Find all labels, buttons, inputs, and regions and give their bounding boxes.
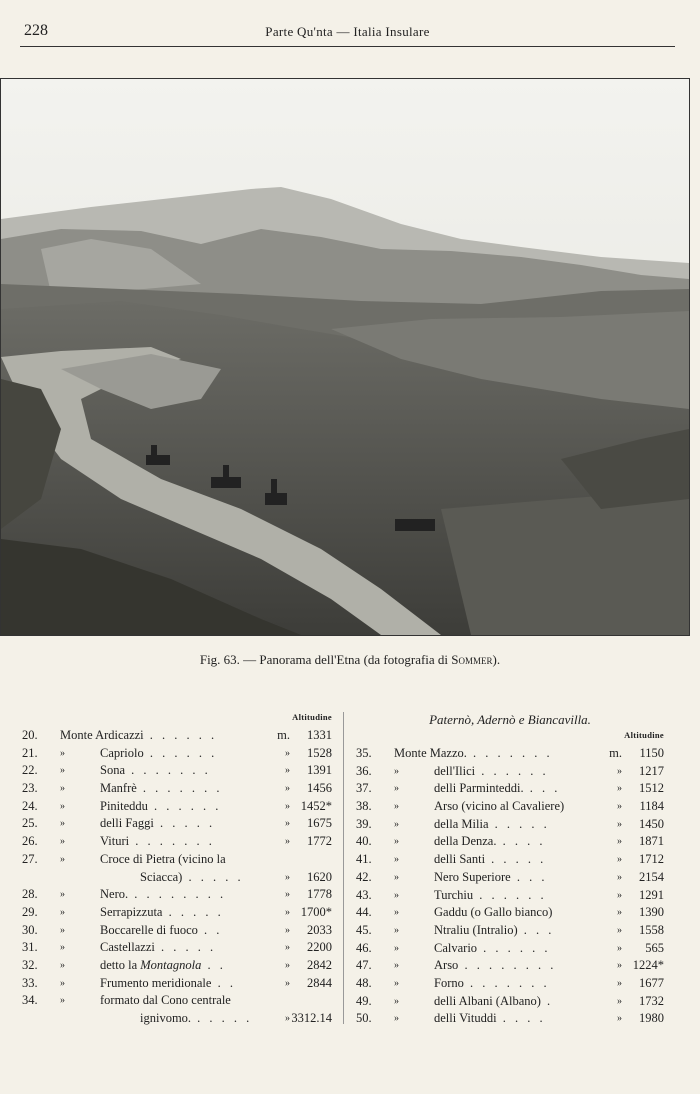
leader-dots: . . . . . bbox=[154, 940, 217, 955]
peak-name: Ntraliu (Intralio) . . . bbox=[434, 922, 555, 937]
unit-mark: » bbox=[617, 960, 622, 972]
altitude-value: 1980 bbox=[639, 1011, 664, 1026]
leader-dots: . . . . . . . bbox=[129, 834, 215, 849]
table-row bbox=[22, 922, 332, 940]
altitude-value: 1772 bbox=[307, 834, 332, 849]
ditto-mark: » bbox=[394, 836, 399, 848]
leader-dots: . . bbox=[201, 957, 226, 972]
unit-mark: » bbox=[285, 1013, 290, 1024]
unit-mark: » bbox=[285, 783, 290, 795]
entry-number: 48. bbox=[356, 975, 372, 990]
table-row bbox=[22, 1010, 332, 1028]
altitude-value: 1732 bbox=[639, 993, 664, 1008]
altitude-value: 3312.14 bbox=[291, 1011, 332, 1025]
peak-name: Arso (vicino al Cavaliere) bbox=[434, 799, 565, 814]
unit-mark: » bbox=[285, 942, 290, 954]
entry-number: 37. bbox=[356, 781, 372, 796]
leader-dots: . . . . . . bbox=[143, 728, 218, 742]
leader-dots: . . . . . . . bbox=[136, 781, 223, 796]
peak-name: Frumento meridionale . . bbox=[100, 975, 236, 990]
table-row bbox=[22, 975, 332, 993]
table-row bbox=[356, 922, 664, 940]
table-row bbox=[356, 993, 664, 1011]
ditto-mark: » bbox=[60, 783, 65, 795]
peak-name: Manfrè . . . . . . . bbox=[100, 781, 223, 796]
table-row bbox=[22, 762, 332, 780]
table-row bbox=[356, 869, 664, 887]
peak-name: Castellazzi . . . . . bbox=[100, 940, 217, 955]
entry-number: 31. bbox=[22, 940, 38, 955]
altitude-value: 1700* bbox=[300, 904, 332, 919]
entry-number: 40. bbox=[356, 834, 372, 849]
unit-mark: » bbox=[617, 836, 622, 848]
entry-number: 23. bbox=[22, 781, 38, 796]
altitude-value: 1217 bbox=[639, 763, 664, 778]
unit-mark: » bbox=[617, 871, 622, 883]
caption-end: ). bbox=[492, 652, 501, 667]
ditto-mark: » bbox=[60, 977, 65, 989]
peak-name: Croce di Pietra (vicino la bbox=[100, 851, 226, 866]
entry-number: 21. bbox=[22, 745, 38, 760]
table-row bbox=[356, 1010, 664, 1028]
table-row bbox=[356, 975, 664, 993]
ditto-mark: » bbox=[60, 747, 65, 759]
unit-mark: » bbox=[285, 906, 290, 918]
ditto-mark: » bbox=[394, 818, 399, 830]
entry-number: 42. bbox=[356, 869, 372, 884]
leader-dots: . bbox=[540, 993, 554, 1008]
leader-dots: . . . . . bbox=[485, 852, 547, 867]
region-title: Paternò, Adernò e Biancavilla. bbox=[429, 712, 591, 727]
leader-dots: . . bbox=[211, 975, 236, 990]
etna-panorama-illustration bbox=[1, 79, 689, 635]
page-number: 228 bbox=[24, 22, 48, 39]
table-row bbox=[22, 957, 332, 975]
ditto-mark: » bbox=[394, 977, 399, 989]
leader-dots: . . . . . . bbox=[475, 763, 549, 778]
unit-mark: » bbox=[617, 889, 622, 901]
entry-number: 36. bbox=[356, 763, 372, 778]
unit-mark: » bbox=[285, 924, 290, 936]
peak-name: Turchiu . . . . . . bbox=[434, 887, 547, 902]
entry-number: 47. bbox=[356, 958, 372, 973]
altitude-value: 565 bbox=[645, 940, 664, 955]
peak-name: Nero Superiore . . . bbox=[434, 869, 548, 884]
entry-number: 22. bbox=[22, 763, 38, 778]
unit-mark: » bbox=[617, 977, 622, 989]
table-row bbox=[356, 957, 664, 975]
ditto-mark: » bbox=[60, 853, 65, 865]
entry-number: 49. bbox=[356, 993, 372, 1008]
leader-dots: . . . . . . bbox=[473, 887, 547, 902]
peak-name: Sona . . . . . . . bbox=[100, 763, 211, 778]
unit-mark: m. bbox=[609, 746, 622, 760]
leader-dots: . . . bbox=[510, 869, 548, 884]
unit-mark: » bbox=[617, 1013, 622, 1025]
altitude-value: 1675 bbox=[307, 816, 332, 831]
altitude-value: 1871 bbox=[639, 834, 664, 849]
ditto-mark: » bbox=[60, 959, 65, 971]
peak-name: ignivomo. . . . . . bbox=[140, 1011, 253, 1025]
unit-mark: » bbox=[285, 959, 290, 971]
leader-dots: . . . . . bbox=[153, 816, 216, 831]
peak-name: Arso . . . . . . . . bbox=[434, 958, 557, 973]
entry-number: 30. bbox=[22, 922, 38, 937]
peak-name: della Milia . . . . . bbox=[434, 816, 550, 831]
leader-dots: . . . . . . bbox=[147, 798, 222, 813]
ditto-mark: » bbox=[394, 854, 399, 866]
altitude-value: 2200 bbox=[307, 940, 332, 955]
altitude-value: 1512 bbox=[639, 781, 664, 796]
running-title: Parte Qu'nta — Italia Insulare bbox=[265, 24, 430, 39]
ditto-mark: » bbox=[394, 942, 399, 954]
table-row bbox=[356, 904, 664, 922]
caption-text: Fig. 63. — Panorama dell'Etna (da fotografia di bbox=[199, 652, 452, 667]
peak-name: delli Parminteddi. . . . bbox=[434, 781, 561, 796]
peak-name: formato dal Cono centrale bbox=[100, 993, 231, 1008]
etna-panorama-photo bbox=[0, 78, 690, 636]
leader-dots: . . . . . . . . bbox=[128, 887, 227, 902]
ditto-mark: » bbox=[60, 942, 65, 954]
ditto-mark: » bbox=[394, 1013, 399, 1025]
ditto-mark: » bbox=[394, 889, 399, 901]
entry-number: 38. bbox=[356, 799, 372, 814]
unit-mark: » bbox=[617, 995, 622, 1007]
altitude-value: 2154 bbox=[639, 869, 664, 884]
peak-name: delli Santi . . . . . bbox=[434, 852, 547, 867]
column-header-altitude: Altitudine bbox=[292, 712, 332, 722]
table-row bbox=[22, 939, 332, 957]
leader-dots: . . . . . . . bbox=[463, 975, 550, 990]
entry-number: 39. bbox=[356, 816, 372, 831]
entry-number: 41. bbox=[356, 852, 372, 867]
table-row bbox=[22, 745, 332, 763]
leader-dots: . . . . . . bbox=[477, 940, 551, 955]
leader-dots: . . . . . bbox=[488, 816, 550, 831]
peak-name: Piniteddu . . . . . . bbox=[100, 798, 222, 813]
unit-mark: » bbox=[617, 783, 622, 795]
ditto-mark: » bbox=[394, 995, 399, 1007]
leader-dots: . . bbox=[197, 922, 223, 937]
table-row bbox=[22, 886, 332, 904]
entry-number: 35. bbox=[356, 746, 372, 760]
table-row bbox=[356, 780, 664, 798]
table-row bbox=[22, 869, 332, 887]
ditto-mark: » bbox=[60, 889, 65, 901]
altitude-value: 2842 bbox=[307, 957, 332, 972]
entry-number: 46. bbox=[356, 940, 372, 955]
peak-name: Monte Ardicazzi . . . . . . bbox=[60, 728, 218, 742]
unit-mark: » bbox=[285, 818, 290, 830]
ditto-mark: » bbox=[60, 836, 65, 848]
altitude-value: 1391 bbox=[307, 763, 332, 778]
table-row bbox=[22, 992, 332, 1010]
column-divider bbox=[343, 712, 344, 1024]
table-row bbox=[356, 851, 664, 869]
peak-name: Capriolo . . . . . . bbox=[100, 745, 218, 760]
table-row bbox=[356, 816, 664, 834]
altitude-value: 1390 bbox=[639, 905, 664, 920]
ditto-mark: » bbox=[60, 924, 65, 936]
unit-mark: » bbox=[285, 800, 290, 812]
table-row bbox=[22, 780, 332, 798]
entry-number: 25. bbox=[22, 816, 38, 831]
altitude-value: 1712 bbox=[639, 852, 664, 867]
altitude-value: 1150 bbox=[639, 746, 664, 760]
ditto-mark: » bbox=[60, 765, 65, 777]
column-header-altitude: Altitudine bbox=[624, 730, 664, 740]
peak-name: Nero. . . . . . . . . bbox=[100, 887, 227, 902]
entry-number: 43. bbox=[356, 887, 372, 902]
table-row bbox=[356, 745, 664, 763]
leader-dots: . . . . . bbox=[182, 869, 244, 884]
table-row bbox=[356, 887, 664, 905]
altitude-value: 1331 bbox=[307, 728, 332, 742]
entry-number: 45. bbox=[356, 922, 372, 937]
ditto-mark: » bbox=[394, 871, 399, 883]
leader-dots: . . . . . . . bbox=[466, 746, 553, 760]
table-row bbox=[22, 798, 332, 816]
peak-name: Forno . . . . . . . bbox=[434, 975, 550, 990]
unit-mark: » bbox=[285, 977, 290, 989]
entry-number: 50. bbox=[356, 1011, 372, 1026]
ditto-mark: » bbox=[394, 924, 399, 936]
unit-mark: » bbox=[617, 942, 622, 954]
table-row bbox=[22, 815, 332, 833]
altitude-value: 1528 bbox=[307, 745, 332, 760]
peak-name: Vituri . . . . . . . bbox=[100, 834, 215, 849]
ditto-mark: » bbox=[394, 783, 399, 795]
peak-name: Calvario . . . . . . bbox=[434, 940, 551, 955]
ditto-mark: » bbox=[394, 960, 399, 972]
peak-name: della Denza. . . . . bbox=[434, 834, 546, 849]
ditto-mark: » bbox=[60, 800, 65, 812]
unit-mark: m. bbox=[277, 728, 290, 742]
leader-dots: . . . . . . bbox=[143, 745, 218, 760]
altitude-value: 1620 bbox=[307, 869, 332, 884]
peak-name: delli Faggi . . . . . bbox=[100, 816, 216, 831]
ditto-mark: » bbox=[394, 801, 399, 813]
peak-name: Boccarelle di fuoco . . bbox=[100, 922, 223, 937]
altitude-value: 1450 bbox=[639, 816, 664, 831]
ditto-mark: » bbox=[60, 818, 65, 830]
entry-number: 24. bbox=[22, 798, 38, 813]
leader-dots: . . . . bbox=[496, 1011, 546, 1026]
peak-name: Serrapizzuta . . . . . bbox=[100, 904, 224, 919]
table-rows bbox=[356, 745, 664, 1028]
ditto-mark: » bbox=[60, 995, 65, 1007]
table-row bbox=[356, 798, 664, 816]
altitude-value: 1778 bbox=[307, 887, 332, 902]
caption-author: Sommer bbox=[451, 652, 493, 667]
table-row bbox=[356, 763, 664, 781]
figure-caption bbox=[0, 652, 700, 668]
altitude-value: 1558 bbox=[639, 922, 664, 937]
ditto-mark: » bbox=[60, 906, 65, 918]
entry-number: 20. bbox=[22, 728, 38, 742]
altitude-value: 2033 bbox=[307, 922, 332, 937]
altitude-value: 2844 bbox=[307, 975, 332, 990]
ditto-mark: » bbox=[394, 907, 399, 919]
altitude-value: 1291 bbox=[639, 887, 664, 902]
unit-mark: » bbox=[617, 907, 622, 919]
altitude-value: 1224* bbox=[632, 958, 664, 973]
entry-number: 27. bbox=[22, 851, 38, 866]
table-rows bbox=[22, 727, 332, 1028]
table-row bbox=[22, 904, 332, 922]
leader-dots: . . . . . bbox=[162, 904, 224, 919]
leader-dots: . . . bbox=[517, 922, 555, 937]
unit-mark: » bbox=[285, 871, 290, 883]
unit-mark: » bbox=[617, 765, 622, 777]
entry-number: 29. bbox=[22, 904, 38, 919]
table-row bbox=[22, 833, 332, 851]
peak-name: Monte Mazzo. . . . . . . . bbox=[394, 746, 553, 760]
ditto-mark: » bbox=[394, 765, 399, 777]
peak-name: dell'Ilici . . . . . . bbox=[434, 763, 549, 778]
unit-mark: » bbox=[285, 836, 290, 848]
altitude-value: 1184 bbox=[639, 799, 664, 814]
unit-mark: » bbox=[617, 801, 622, 813]
altitude-value: 1452* bbox=[300, 798, 332, 813]
entry-number: 33. bbox=[22, 975, 38, 990]
table-row bbox=[22, 851, 332, 869]
peak-name: Sciacca) . . . . . bbox=[140, 869, 244, 884]
entry-number: 26. bbox=[22, 834, 38, 849]
entry-number: 44. bbox=[356, 905, 372, 920]
unit-mark: » bbox=[285, 889, 290, 901]
unit-mark: » bbox=[285, 765, 290, 777]
peak-name: detto la Montagnola . . bbox=[100, 957, 226, 972]
leader-dots: . . . . bbox=[496, 834, 546, 849]
leader-dots: . . . . . bbox=[191, 1011, 253, 1025]
peak-name-italic: Montagnola bbox=[140, 957, 202, 972]
entry-number: 34. bbox=[22, 993, 38, 1008]
unit-mark: » bbox=[285, 747, 290, 759]
peak-name: delli Albani (Albano) . bbox=[434, 993, 554, 1008]
peak-name: delli Vituddi . . . . bbox=[434, 1011, 546, 1026]
altitude-value: 1677 bbox=[639, 975, 664, 990]
unit-mark: » bbox=[617, 818, 622, 830]
unit-mark: » bbox=[617, 854, 622, 866]
table-row bbox=[356, 833, 664, 851]
altitude-value: 1456 bbox=[307, 781, 332, 796]
page-header bbox=[20, 22, 675, 47]
table-row bbox=[22, 727, 332, 745]
leader-dots: . . . . . . . bbox=[125, 763, 211, 778]
entry-number: 32. bbox=[22, 957, 38, 972]
leader-dots: . . . bbox=[523, 781, 561, 796]
peak-name: Gaddu (o Gallo bianco) bbox=[434, 905, 553, 920]
unit-mark: » bbox=[617, 924, 622, 936]
leader-dots: . . . . . . . . bbox=[458, 958, 557, 973]
table-row bbox=[356, 940, 664, 958]
entry-number: 28. bbox=[22, 887, 38, 902]
